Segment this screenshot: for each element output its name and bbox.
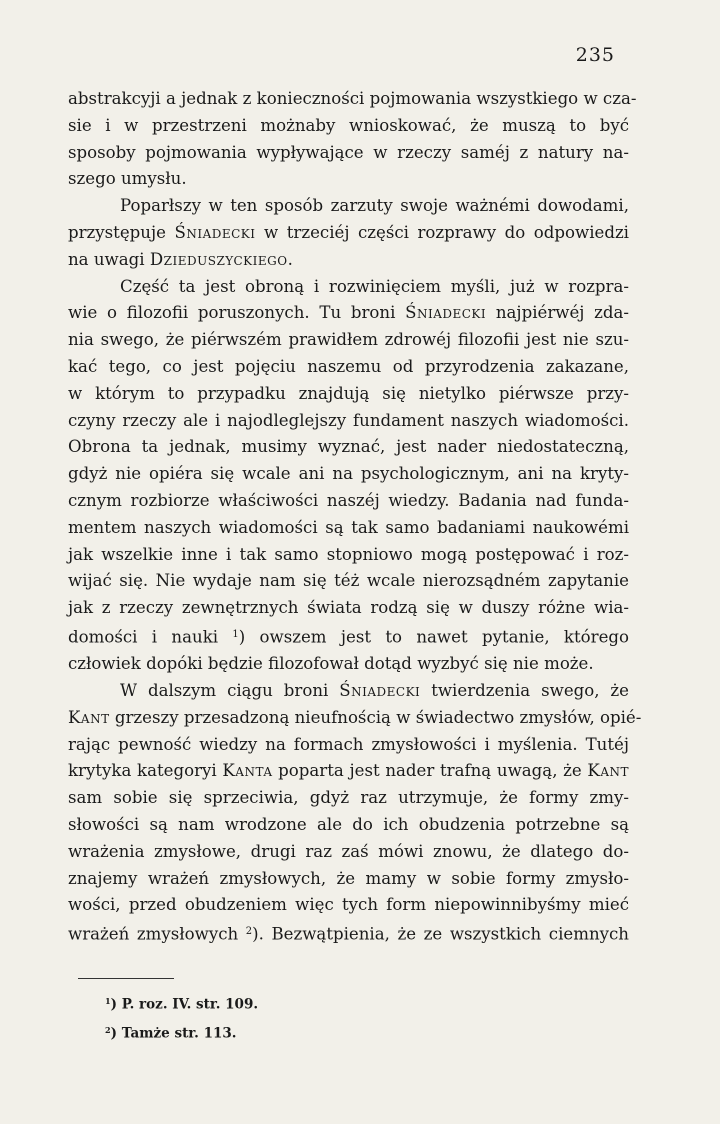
author-name: Śniadecki <box>339 681 421 700</box>
body-text <box>68 86 642 948</box>
text-line: jak wszelkie inne i tak samo stopniowo mogą postępować i roz- <box>68 544 629 564</box>
text-run: ) owszem jest to nawet pytanie, którego <box>238 627 630 647</box>
footnote-text: ) Tamże str. 113. <box>110 1025 237 1042</box>
text-run: poparta jest nader trafną uwagą, że <box>272 761 588 781</box>
text-line: w którym to przypadku znajdują się nietylko piérwsze przy- <box>68 383 629 403</box>
text-line <box>68 220 629 247</box>
text-run: ). Bezwątpienia, że ze wszystkich ciemnych <box>252 924 629 944</box>
text-line: słowości są nam wrodzone ale do ich obudzenia potrzebne są <box>68 814 629 834</box>
text-line: mentem naszych wiadomości są tak samo badaniami naukowémi <box>68 517 629 537</box>
text-run: krytyka kategoryi <box>68 761 223 781</box>
text-line: wości, przed obudzeniem więc tych form niepowinnibyśmy mieć <box>68 895 629 915</box>
footnote-ref: 2 <box>245 926 253 938</box>
author-name: Kanta <box>222 761 273 781</box>
text-line: sam sobie się sprzeciwia, gdyż raz utrzymuje, że formy zmy- <box>68 788 629 808</box>
text-run: W dalszym ciągu broni <box>120 681 340 700</box>
text-run: wie o filozofii poruszonych. Tu broni <box>68 303 406 323</box>
text-line: nia swego, że piérwszém prawidłem zdrowéj filozofii jest nie szu- <box>68 330 629 350</box>
text-line: sposoby pojmowania wypływające w rzeczy saméj z natury na- <box>68 142 629 162</box>
text-run: na uwagi <box>68 249 150 269</box>
text-line <box>68 705 642 732</box>
text-run: przystępuje <box>68 222 175 242</box>
text-line: wrażenia zmysłowe, drugi raz zaś mówi znowu, że dlatego do- <box>68 841 629 861</box>
text-line: cznym rozbiorze właściwości naszéj wiedzy. Badania nad funda- <box>68 490 629 510</box>
text-line <box>68 758 629 785</box>
text-line <box>68 678 629 705</box>
text-line: rając pewność wiedzy na formach zmysłowości i myślenia. Tutéj <box>68 734 629 754</box>
text-run: . <box>287 249 293 269</box>
text-line: wijać się. Nie wydaje nam się téż wcale nierozsądném zapytanie <box>68 571 629 591</box>
page-number: 235 <box>575 44 615 66</box>
footnote-ref: 1 <box>232 628 239 640</box>
text-line <box>68 622 629 651</box>
text-run: w trzeciéj części rozprawy do odpowiedzi <box>255 222 629 242</box>
footnote-text: ) P. roz. IV. str. 109. <box>110 996 259 1013</box>
text-line <box>68 919 629 948</box>
footnote <box>105 988 258 1017</box>
footnote <box>105 1017 258 1046</box>
text-line: jak z rzeczy zewnętrznych świata rodzą się w duszy różne wia- <box>68 598 629 618</box>
text-run: wrażeń zmysłowych <box>68 924 246 944</box>
text-run: domości i nauki <box>68 627 233 647</box>
text-line: sie i w przestrzeni możnaby wnioskować, że muszą to być <box>68 115 629 135</box>
footnote-mark: 2 <box>105 1025 111 1036</box>
text-line <box>68 247 629 274</box>
text-run: grzeszy przesadzoną nieufnością w świadectwo zmysłów, opié- <box>109 707 642 727</box>
author-name: Dzieduszyckiego <box>149 249 288 269</box>
text-line: Obrona ta jednak, musimy wyznać, jest nader niedostateczną, <box>68 437 629 457</box>
text-line: Część ta jest obroną i rozwinięciem myśli, już w rozpra- <box>120 276 629 296</box>
text-line: człowiek dopóki będzie filozofował dotąd wyzbyć się nie może. <box>68 654 594 674</box>
author-name: Śniadecki <box>405 303 487 323</box>
text-run: najpiérwéj zda- <box>486 303 629 323</box>
text-line <box>68 300 629 327</box>
text-run: twierdzenia swego, że <box>420 681 629 700</box>
text-line: znajemy wrażeń zmysłowych, że mamy w sobie formy zmysło- <box>68 868 629 888</box>
author-name: Kant <box>68 707 110 727</box>
author-name: Kant <box>587 761 629 781</box>
text-line: abstrakcyji a jednak z konieczności pojmowania wszystkiego w cza- <box>68 89 637 108</box>
text-line: kać tego, co jest pojęciu naszemu od przyrodzenia zakazane, <box>68 356 629 376</box>
footnotes <box>105 988 258 1047</box>
footnote-divider <box>78 978 174 979</box>
text-line: czyny rzeczy ale i najodleglejszy fundament naszych wiadomości. <box>68 410 629 430</box>
text-line: gdyż nie opiéra się wcale ani na psychologicznym, ani na kryty- <box>68 464 629 484</box>
footnote-mark: 1 <box>105 996 111 1006</box>
author-name: Śniadecki <box>174 222 256 242</box>
text-line: szego umysłu. <box>68 169 187 189</box>
text-line: Poparłszy w ten sposób zarzuty swoje ważnémi dowodami, <box>120 196 629 216</box>
